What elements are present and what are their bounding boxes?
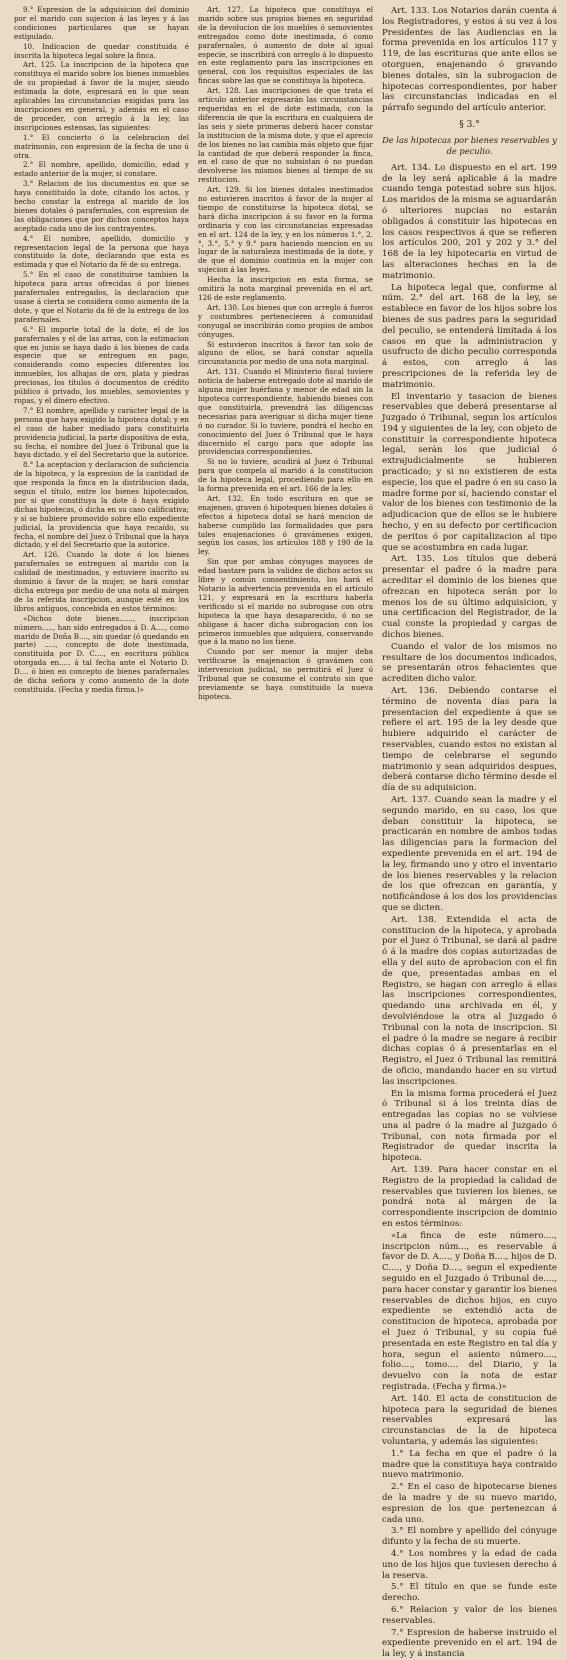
paragraph: Art. 138. Extendida el acta de constitucion de la hipoteca, y aprobada por el Juez ó Tribunal, se dará al padre ó á la madre dos copias autorizadas de ella y del auto de aprobacion con el fin de que, presentadas ambas en el Registro, se hagan con arreglo á ellas las inscripciones correspondientes, quedando una archivada en él, y devolviéndose la otra al Juzgado ó Tribunal con la nota de inscripcion. Si el padre ó la madre se negare á recibir dichas copias ó á presentarlas en el Registro, el Juez ó Tribunal las remitirá de oficio, mandando hacer en su virtud las inscripciones. [382, 914, 557, 1087]
paragraph: La hipoteca legal que, conforme al núm. 2.° del art. 168 de la ley, se establece en favor de los hijos sobre los bienes de sus padres para la seguridad del peculio, se entenderá limitada á los casos en que la administracion y usufructo de dicho peculio corresponda á estos, con arreglo á las prescripciones de la referida ley de matrimonio. [382, 282, 557, 390]
paragraph: Si no lo tuviere, acudirá al Juez ó Tribunal para que compela al marido á la constitucion de la hipoteca legal, procediendo para ello en la forma prevenida en el art. 166 de la ley. [198, 457, 373, 494]
paragraph: Art. 128. Las inscripciones de que trata el artículo anterior expresarán las circunstancias requeridas en el de dote estimada, con la diferencia de que la escritura en cualquiera de las seis y siete primeras deberá hacer constar la institucion de la misma dote, y que el aprecio de los bienes no las cambia más objeto que fijar la cantidad de que deberá responder la finca, en el caso de que no subsistan ó no puedan devolverse los mismos bienes al tiempo de su restitucion. [198, 86, 373, 185]
paragraph: 4.° El nombre, apellido, domicilio y representacion legal de la persona que haya constituido la dote, declarando que esta es estimada y que el Notario da fé de su entrega. [14, 233, 189, 270]
paragraph: 3.° El nombre y apellido del cónyuge difunto y la fecha de su muerte. [382, 1526, 557, 1548]
paragraph: Art. 134. Lo dispuesto en el art. 199 de la ley será aplicable á la madre cuando tenga potestad sobre sus hijos. Los maridos de la misma se aguardarán ó ulteriores nupcias no estarán obligados á constituir las hipotecas en los casos respectivos á que se refieren los artículos 200, 201 y 202 y 3.° del 168 de la ley hipotecaria en virtud de las alteraciones hechas en la de matrimonio. [382, 162, 557, 281]
paragraph: 8.° La aceptacion y declaracion de suficiencia de la hipoteca, y la espresion de la cantidad de que responda la finca en la distribucion dada, segun el título, entre los bienes hipotecados, por si que constituya la dote ó haya exigido dichas hipotecas, ó dicha en su caso calificativa; y si se hubiere promovido sobre ello expediente judicial, la providencia que haya recaído, su fecha, el nombre del Juez ó Tribunal que la haya dictado, y el del Secretario que la autorice. [14, 460, 189, 550]
paragraph: Hecha la inscripcion en esta forma, se omitirá la nota marginal prevenida en el art. 126 de este reglamento. [198, 275, 373, 302]
paragraph: Art. 131. Cuando el Ministerio fiscal tuviere noticia de haberse entregado dote al marido de alguna mujer huérfana y menor de edad sin la hipoteca correspondiente, habiendo bienes con que constituirla, prevendrá las diligencias necesarias para averiguar si dicha mujer tiene ó no curador. Si lo tuviere, pondrá el hecho en conocimiento del Juez ó Tribunal que le haya discernido el cargo para que adopte las providencias correspondientes. [198, 367, 373, 457]
paragraph: 2.° El nombre, apellido, domicilio, edad y estado anterior de la mujer, si constare. [14, 160, 189, 179]
paragraph: Sin que por ambas cónyuges mayores de edad bastare para la validez de dichos actos su libre y común consentimiento, los hará el Notario la advertencia prevenida en el artículo 121, y expresará en la escritura haberla verificado si el marido no subrogase con otra hipoteca la que haya desaparecido, ó no se obligase á hacer dicha subrogacion con los primeros inmuebles que adquiera, conservando que á la mano no los tiene. [198, 557, 373, 647]
paragraph: Art. 127. La hipoteca que constituya el marido sobre sus propios bienes en seguridad de la devolucion de los muebles ó semovientes entregados como dote inestimada, ó como parafernales, ó aumento de dote al igual especie, se inscribirá con arreglo á lo dispuesto en este reglamento para las inscripciones en general, con los requisitos especiales de las fincas sobre las que se constituya la hipoteca. [198, 5, 373, 86]
column-right-bottom [382, 163, 557, 1660]
column-left [14, 6, 189, 800]
paragraph: Si estuvieron inscritos á favor tan solo de alguno de ellos, se hará constar aquella circunstancia por medio de una nota marginal. [198, 339, 373, 367]
paragraph: Cuando el valor de los mismos no resultare de los documentos indicados, se presentarán otros fehacientes que acrediten dicho valor. [382, 641, 557, 685]
paragraph: Art. 139. Para hacer constar en el Registro de la propiedad la calidad de reservables que tuvieren los bienes, se pondrá nota al márgen de la correspondiente inscripcion de dominio en estos términos: [382, 1165, 557, 1230]
paragraph: Art. 133. Los Notarios darán cuenta á los Registradores, y estos á su vez á los Presidentes de las Audiencias en la forma prevenida en los artículos 117 y 119, de las escrituras que ante ellos se otorguen, enajenando ó gravando bienes dotales, sin la subrogacion de hipotecas correspondientes, por haber las circunstancias indicadas en el párrafo segundo del artículo anterior. [382, 6, 557, 114]
paragraph: Art. 126. Cuando la dote ó los bienes parafernales se entreguen al marido con la calidad de inestimados, y estuviere inscrito su dominio á favor de la mujer, se hará constar dicha entrega por medio de una nota al márgen de la referida inscripcion, aunque esté en los libros antiguos, concebida en estos términos: [14, 550, 189, 613]
paragraph: Art. 140. El acta de constitucion de hipoteca para la seguridad de bienes reservables expresará las circunstancias de la de hipoteca voluntaria, y además las siguientes: [382, 1393, 557, 1447]
paragraph: 6.° El importe total de la dote, el de los parafernales y el de las arras, con la estimacion que en junio se haya dado á los bienes de cada especie que se entreguen en pago, considerando como especies diferentes los inmuebles, los alhajas de oro, plata y piedras preciosas, los títulos ó documentos de crédito público ó privado, los muebles, semovientes y ropas, y el dinero efectivo. [14, 324, 189, 405]
paragraph: Art. 129. Si los bienes dotales inestimados no estuvieren inscritos á favor de la mujer al tiempo de constituirse la hipoteca dotal, se hará dicha inscripcion á su favor en la forma ordinaria y con las circunstancias expresadas en el art. 124 de la ley, y en los números 1.°, 2.°, 3.°, 5.° y 9.° para haciendo mencion en su lugar de la naturaleza inestimada de la dote, y de que el dominio continúa en la mujer con sujecion á las leyes. [198, 185, 373, 275]
column-middle [198, 6, 373, 800]
section-subtitle: De las hipotecas por bienes reservables y de peculio. [382, 134, 557, 156]
column-right [382, 6, 557, 1660]
paragraph: Art. 136. Debiendo contarse el término de noventa días para la presentacion del expediente á que se refiere el art. 195 de la ley desde que hubiere adquirido el carácter de reservables, cuando estos no existan al tiempo de celebrarse el segundo matrimonio y sean adquiridos despues, deberá contarse dicho término desde el día de su adquisicion. [382, 686, 557, 794]
paragraph: 3.° Relacion de los documentos en que se haya constituido la dote, citando los actos, y hecho constar la entrega al marido de los bienes dotales ó parafernales, con espresion de las obligaciones que por dichos conceptos haya aceptado cada uno de los contrayentes. [14, 179, 189, 233]
paragraph: 9.° Espresion de la adquisicion del dominio por el marido con sujecion á las leyes y á las condiciones particulares que se hayan estipulado. [14, 5, 189, 41]
paragraph: Art. 135. Los títulos que deberá presentar el padre ó la madre para acreditar el dominio de los bienes que ofrezcan en hipoteca serán por lo menos los de su último adquisicion, y una certificacion del Registrador, de la cual conste la propiedad y cargas de dichos bienes. [382, 554, 557, 641]
paragraph: 7.° El nombre, apellido y carácter legal de la persona que haya exigido la hipoteca dotal; y en el caso de haber mediado para constituirla providencia judicial, la parte dispositiva de esta, su fecha, el nombre del Juez ó Tribunal que la haya dictado, y el del Secretario que la autorice. [14, 405, 189, 460]
paragraph: Cuando por ser menor la mujer deba verificarse la enajenacion ó gravámen con intervencion judicial, no permitirá el Juez ó Tribunal que se consume el contrato sin que previamente se haya constituido la nueva hipoteca. [198, 647, 373, 701]
paragraph: «La finca de este número...., inscripcion núm..., es reservable á favor de D. A...., y Doña B...., hijos de D. C...., y Doña D...., segun el expediente seguido en el Juzgado ó Tribunal de...., para hacer constar y garantir los bienes reservables de dichos hijos, en cuyo expediente se extendió acta de constitucion de hipoteca, aprobada por el Juez ó Tribunal, y su copia fué presentada en este Registro en tal día y hora, segun el asiento número...., folio...., tomo.... del Diario, y la devuelvo con la nota de estar registrada. (Fecha y firma.)» [382, 1230, 557, 1393]
paragraph: En la misma forma procederá el Juez ó Tribunal si á los treinta días de entregadas las copias no se volviese una al padre ó la madre al Juzgado ó Tribunal, con nota firmada por el Registrador de quedar inscrita la hipoteca. [382, 1088, 557, 1164]
column-right-top [382, 6, 557, 114]
section-title: § 3.° [459, 119, 480, 130]
paragraph: 5.° El título en que se funde este derecho. [382, 1582, 557, 1604]
paragraph: 10. Indicacion de quedar constituida é inscrita la hipoteca legal sobre la finca. [14, 41, 189, 60]
paragraph: Art. 132. En todo escritura en que se enajenen, graven ó hipotequen bienes dotales ó efectos á hipoteca dotal se hará mencion de haberse cumplido las formalidades que para tales enajenaciones ó gravámenes exigen, según los casos, los artículos 188 y 190 de la ley. [198, 493, 373, 557]
paragraph: 5.° En el caso de constituirse tambien la hipoteca para arras ofrecidas ó por bienes parafernales entregados, la declaracion que usase á cierta se considera como aumento de la dote, y que el Notario da fé de la entrega de los parafernales. [14, 270, 189, 324]
paragraph: Art. 130. Los bienes que con arreglo á fueros y costumbres pertenecieren á comunidad conyugal se inscribirán como propios de ambos cónyuges. [198, 302, 373, 339]
paragraph: Art. 125. La inscripcion de la hipoteca que constituya el marido sobre los bienes inmuebles de su propiedad á favor de la mujer, siendo estimada la dote, espresará en lo que sean aplicables las circunstancias exigidas para las inscripciones en general, y además en el caso de proceder, con arreglo á la ley, las inscripciones estensas, las siguientes: [14, 60, 189, 132]
paragraph: 2.° En el caso de hipotecarse bienes de la madre y de su nuevo marido, espresion de los que pertenezcan á cada uno. [382, 1482, 557, 1525]
paragraph: 6.° Relacion y valor de los bienes reservables. [382, 1604, 557, 1626]
paragraph: Art. 137. Cuando sean la madre y el segundo marido, en su caso, los que deban constituir la hipoteca, se practicarán en nombre de ambos todas las diligencias para la formacion del expediente prevenida en el art. 194 de la ley, firmando uno y otro el inventario de los bienes reservables y la relacion de los que ofrezcan en garantía, y notificándose á los dos los providencias que se dicten. [382, 794, 557, 913]
paragraph: 4.° Los nombres y la edad de cada uno de los hijos que tuviesen derecho á la reserva. [382, 1548, 557, 1581]
paragraph: 1.° El concierto ó la celebracion del matrimonio, con espresion de la fecha de uno ú otra. [14, 132, 189, 160]
paragraph: «Dichos dote bienes......, inscripcion número....., han sido entregados á D. A...., como marido de Doña B...., sin quedar (ó quedando en parte) ....., concepto de dote inestimada, constituida por D. C...., en escritura pública otorgada en..... á tal fecha ante el Notario D. D.... ó bien en concepto de bienes parafernales de dicha señora y como aumento de la dote constituida. (Fecha y media firma.)» [14, 613, 189, 694]
paragraph: El inventario y tasacion de bienes reservables que deberá presentarse al Juzgado ó Tribunal, segun los artículos 194 y siguientes de la ley, con objeto de constituir la correspondiente hipoteca legal, serán los que judicial ó extrajudicialmente se hubieren practicado; y si no existieren de esta especie, los que el padre ó en su caso la madre forme por sí, haciendo constar el valor de los bienes con testimonio de la adjudicacion que de ellos se le hubiere hecho, y en su defecto por certificacion de peritos ó por capitalizacion al tipo que se acostumbra en cada lugar. [382, 391, 557, 553]
paragraph: 1.° La fecha en que el padre ó la madre que la constituya haya contraido nuevo matrimonio. [382, 1448, 557, 1481]
paragraph: 7.° Espresion de haberse instruido el expediente prevenido en el art. 194 de la ley, y á instancia [382, 1627, 557, 1660]
